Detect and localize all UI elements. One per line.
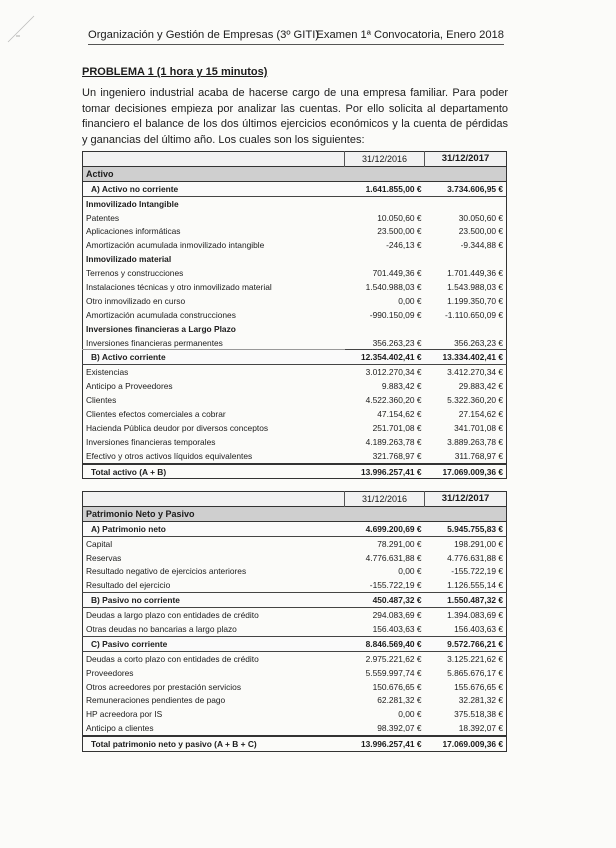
row-label: Terrenos y construcciones	[86, 268, 184, 279]
activo-section-row	[83, 166, 507, 181]
row-label: Existencias	[86, 367, 129, 378]
table-row	[83, 536, 507, 550]
value-2017	[425, 196, 507, 210]
value-2017: -1.110.650,09 €	[444, 309, 503, 320]
value-2017: 375.518,38 €	[454, 709, 503, 720]
value-2016: 4.699.200,69 €	[345, 521, 425, 536]
value-2017: 198.291,00 €	[454, 538, 503, 549]
value-2017	[425, 322, 507, 336]
row-label: Aplicaciones informáticas	[86, 226, 181, 237]
value-2017: 1.543.988,03 €	[447, 281, 503, 292]
table-row	[83, 266, 507, 280]
table-row	[83, 651, 507, 665]
row-label: Clientes efectos comerciales a cobrar	[86, 408, 226, 419]
row-label: Otros acreedores por prestación servicios	[86, 681, 242, 692]
table-row	[83, 350, 507, 365]
value-2017: 356.263,23 €	[454, 337, 503, 348]
table-row	[83, 578, 507, 592]
row-label: Hacienda Pública deudor por diversos conceptos	[86, 422, 269, 433]
value-2017: 5.945.755,83 €	[425, 521, 507, 536]
value-2016: 150.676,65 €	[372, 681, 422, 692]
pasivo-section-title: Patrimonio Neto y Pasivo	[83, 506, 507, 521]
value-2016: 0,00 €	[398, 295, 422, 306]
value-2017: -155.722,19 €	[451, 566, 503, 577]
activo-date-2017: 31/12/2017	[425, 152, 507, 167]
value-2016: 12.354.402,41 €	[345, 350, 425, 365]
row-label: Otras deudas no bancarias a largo plazo	[86, 623, 237, 634]
row-label: B) Pasivo no corriente	[83, 593, 345, 608]
value-2016: 2.975.221,62 €	[365, 653, 422, 664]
value-2017: 17.069.009,36 €	[425, 736, 507, 751]
pasivo-date-2017: 31/12/2017	[425, 492, 507, 507]
value-2017: 311.768,97 €	[454, 450, 503, 461]
value-2017: 155.676,65 €	[454, 681, 503, 692]
value-2017: 3.412.270,34 €	[447, 367, 503, 378]
value-2017: 5.322.360,20 €	[447, 395, 503, 406]
table-row	[83, 379, 507, 393]
row-label: Proveedores	[86, 667, 134, 678]
table-row	[83, 449, 507, 464]
problem-text: Un ingeniero industrial acaba de hacerse cargo de una empresa familiar. Para poder tomar decisiones empieza por analizar las cuentas. Por ello solicita al departamento financiero el balance de los dos últimos ejercicios económicos y la cuenta de pérdidas y ganancias del último año. Los cuales son los siguientes:	[82, 87, 508, 146]
value-2017: 1.550.487,32 €	[425, 593, 507, 608]
value-2017: 1.701.449,36 €	[447, 268, 503, 279]
value-2017: 341.701,08 €	[454, 422, 503, 433]
problem-title: PROBLEMA 1 (1 hora y 15 minutos)	[82, 66, 268, 78]
pasivo-table	[82, 491, 507, 752]
table-row	[83, 322, 507, 336]
value-2016: 8.846.569,40 €	[345, 636, 425, 651]
page-header	[88, 29, 504, 45]
row-label: Clientes	[86, 395, 117, 406]
value-2016: 4.189.263,78 €	[365, 436, 422, 447]
value-2017: 29.883,42 €	[458, 381, 503, 392]
row-label: Efectivo y otros activos líquidos equivalentes	[86, 450, 253, 461]
pasivo-date-2016: 31/12/2016	[345, 492, 425, 507]
table-row	[83, 680, 507, 694]
value-2016: 0,00 €	[398, 709, 422, 720]
row-label: Patentes	[86, 212, 120, 223]
value-2017: 18.392,07 €	[458, 723, 503, 734]
row-label: Inmovilizado material	[86, 254, 172, 265]
activo-header-row	[83, 152, 507, 167]
value-2017: 27.154,62 €	[458, 408, 503, 419]
value-2017: 13.334.402,41 €	[425, 350, 507, 365]
table-row	[83, 608, 507, 622]
value-2016: 251.701,08 €	[372, 422, 422, 433]
row-label: Amortización acumulada inmovilizado intangible	[86, 240, 265, 251]
row-label: Total activo (A + B)	[83, 464, 345, 479]
table-row	[83, 336, 507, 350]
value-2017: 3.125.221,62 €	[447, 653, 503, 664]
value-2017: 9.572.766,21 €	[425, 636, 507, 651]
value-2016: 23.500,00 €	[377, 226, 422, 237]
row-label: Deudas a corto plazo con entidades de crédito	[86, 653, 259, 664]
row-label: Capital	[86, 538, 113, 549]
table-row	[83, 721, 507, 736]
row-label: Inversiones financieras temporales	[86, 436, 216, 447]
table-row	[83, 407, 507, 421]
value-2016: 5.559.997,74 €	[365, 667, 422, 678]
value-2017	[425, 252, 507, 266]
value-2017: 1.394.083,69 €	[447, 610, 503, 621]
value-2016: 0,00 €	[398, 566, 422, 577]
table-row	[83, 196, 507, 210]
table-row	[83, 707, 507, 721]
row-label: Resultado negativo de ejercicios anteriores	[86, 566, 247, 577]
row-label: Anticipo a clientes	[86, 723, 154, 734]
row-label: HP acreedora por IS	[86, 709, 163, 720]
table-row	[83, 252, 507, 266]
value-2016: 3.012.270,34 €	[365, 367, 422, 378]
table-row	[83, 308, 507, 322]
value-2016: 4.522.360,20 €	[365, 395, 422, 406]
exam-title: Examen 1ª Convocatoria, Enero 2018	[316, 29, 504, 41]
activo-section-title: Activo	[83, 166, 507, 181]
value-2016: 98.392,07 €	[377, 723, 422, 734]
activo-table	[82, 151, 507, 479]
row-label: Instalaciones técnicas y otro inmovilizado material	[86, 281, 272, 292]
row-label: B) Activo corriente	[83, 350, 345, 365]
value-2017: 32.281,32 €	[458, 695, 503, 706]
table-row	[83, 238, 507, 252]
value-2017: 5.865.676,17 €	[447, 667, 503, 678]
row-label: Reservas	[86, 552, 122, 563]
value-2016: 47.154,62 €	[377, 408, 422, 419]
value-2016	[345, 196, 425, 210]
value-2016: 13.996.257,41 €	[345, 464, 425, 479]
value-2016: 1.641.855,00 €	[345, 181, 425, 196]
value-2016: 13.996.257,41 €	[345, 736, 425, 751]
value-2016: -990.150,09 €	[369, 309, 422, 320]
value-2016	[345, 322, 425, 336]
table-row	[83, 736, 507, 751]
row-label: Amortización acumulada construcciones	[86, 309, 236, 320]
row-label: A) Activo no corriente	[83, 181, 345, 196]
row-label: Inversiones financieras a Largo Plazo	[86, 323, 236, 334]
table-row	[83, 464, 507, 479]
table-row	[83, 564, 507, 578]
value-2016: 10.050,60 €	[377, 212, 422, 223]
value-2017: 1.126.555,14 €	[447, 580, 503, 591]
value-2016: 701.449,36 €	[372, 268, 422, 279]
row-label: Otro inmovilizado en curso	[86, 295, 186, 306]
row-label: Total patrimonio neto y pasivo (A + B + C)	[83, 736, 345, 751]
table-row	[83, 521, 507, 536]
activo-date-2016: 31/12/2016	[345, 152, 425, 167]
value-2017: -9.344,88 €	[460, 240, 503, 251]
table-row	[83, 211, 507, 225]
row-label: Remuneraciones pendientes de pago	[86, 695, 226, 706]
corner-mark	[6, 14, 36, 44]
row-label: Inversiones financieras permanentes	[83, 336, 345, 350]
table-row	[83, 622, 507, 636]
value-2016: 356.263,23 €	[372, 337, 422, 348]
value-2016: 9.883,42 €	[381, 381, 422, 392]
table-row	[83, 636, 507, 651]
value-2016: 294.083,69 €	[372, 610, 422, 621]
value-2016: -155.722,19 €	[369, 580, 422, 591]
value-2017: 1.199.350,70 €	[447, 295, 503, 306]
value-2017: 4.776.631,88 €	[447, 552, 503, 563]
value-2017: 3.889.263,78 €	[447, 436, 503, 447]
value-2017: 3.734.606,95 €	[425, 181, 507, 196]
table-row	[83, 593, 507, 608]
value-2016: -246,13 €	[386, 240, 422, 251]
value-2017: 23.500,00 €	[458, 226, 503, 237]
value-2016	[345, 252, 425, 266]
table-row	[83, 421, 507, 435]
table-row	[83, 551, 507, 565]
row-label: C) Pasivo corriente	[83, 636, 345, 651]
value-2017: 30.050,60 €	[458, 212, 503, 223]
row-label: Deudas a largo plazo con entidades de crédito	[86, 610, 259, 621]
value-2017: 156.403,63 €	[454, 623, 503, 634]
value-2016: 1.540.988,03 €	[365, 281, 422, 292]
course-title: Organización y Gestión de Empresas (3º GITI)	[88, 29, 320, 41]
row-label: Inmovilizado Intangible	[86, 198, 179, 209]
table-row	[83, 280, 507, 294]
table-row	[83, 181, 507, 196]
pasivo-header-row	[83, 492, 507, 507]
value-2016: 4.776.631,88 €	[365, 552, 422, 563]
value-2016: 321.768,97 €	[372, 450, 422, 461]
value-2017: 17.069.009,36 €	[425, 464, 507, 479]
row-label: A) Patrimonio neto	[83, 521, 345, 536]
value-2016: 78.291,00 €	[377, 538, 422, 549]
table-row	[83, 393, 507, 407]
value-2016: 156.403,63 €	[372, 623, 422, 634]
row-label: Resultado del ejercicio	[86, 580, 171, 591]
table-row	[83, 693, 507, 707]
table-row	[83, 365, 507, 379]
table-row	[83, 666, 507, 680]
table-row	[83, 294, 507, 308]
value-2016: 450.487,32 €	[345, 593, 425, 608]
value-2016: 62.281,32 €	[377, 695, 422, 706]
pasivo-section-row	[83, 506, 507, 521]
row-label: Anticipo a Proveedores	[86, 381, 173, 392]
table-row	[83, 224, 507, 238]
table-row	[83, 435, 507, 449]
